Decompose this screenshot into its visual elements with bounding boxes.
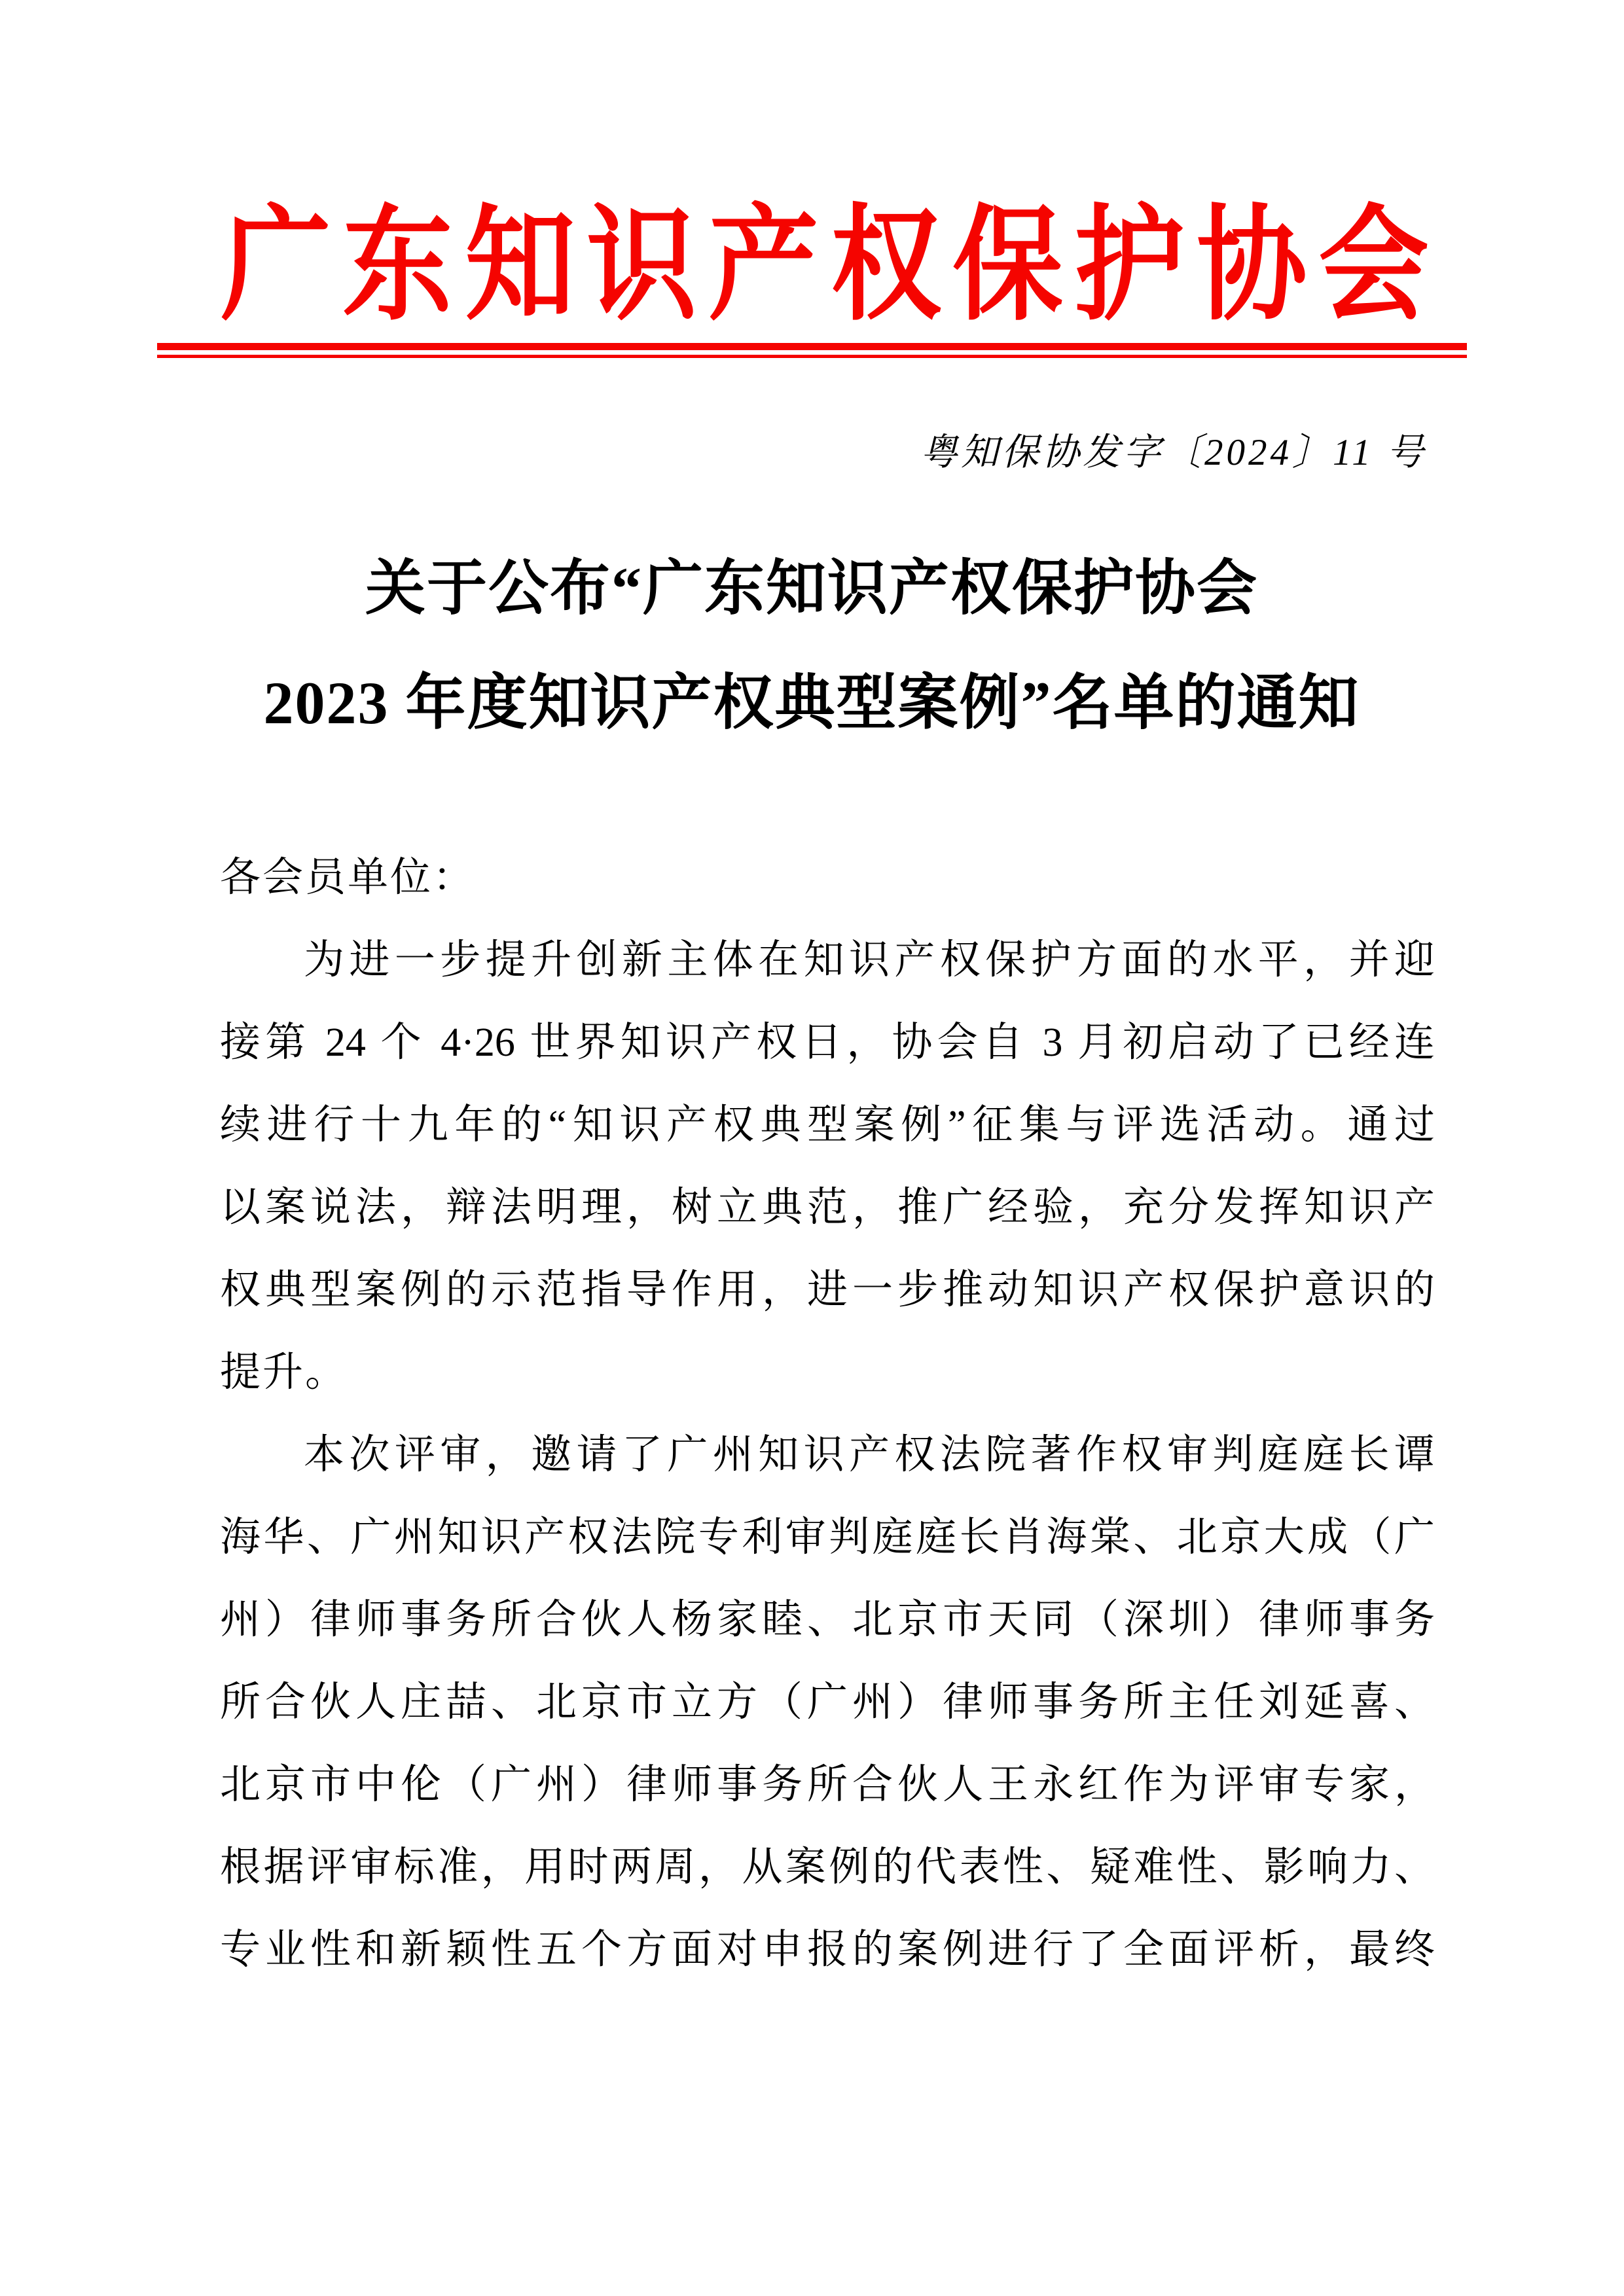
body-line: 续进行十九年的“知识产权典型案例”征集与评选活动。通过 xyxy=(220,1103,1435,1147)
body-line: 本次评审，邀请了广州知识产权法院著作权审判庭庭长谭 xyxy=(304,1433,1435,1477)
body-line: 北京市中伦（广州）律师事务所合伙人王永红作为评审专家， xyxy=(220,1763,1435,1807)
masthead-character: 识 xyxy=(586,197,697,336)
body-line: 专业性和新颖性五个方面对申报的案例进行了全面评析，最终 xyxy=(220,1928,1435,1972)
body-line: 提升。 xyxy=(220,1350,348,1395)
body-line: 海华、广州知识产权法院专利审判庭庭长肖海棠、北京大成（广 xyxy=(220,1515,1435,1560)
body-line: 以案说法，辩法明理，树立典范，推广经验，充分发挥知识产 xyxy=(220,1185,1435,1230)
body-line: 为进一步提升创新主体在知识产权保护方面的水平，并迎 xyxy=(304,938,1435,982)
body-line: 接第 24 个 4·26 世界知识产权日，协会自 3 月初启动了已经连 xyxy=(220,1020,1435,1065)
masthead-rule-thick xyxy=(157,343,1467,350)
salutation-line: 各会员单位： xyxy=(220,855,476,900)
masthead-character: 知 xyxy=(464,197,575,336)
masthead-character: 护 xyxy=(1074,197,1185,336)
masthead-character: 协 xyxy=(1196,197,1307,336)
notice-title xyxy=(157,531,1466,761)
body-line: 州）律师事务所合伙人杨家睦、北京市天同（深圳）律师事务 xyxy=(220,1598,1435,1642)
doc-number: 粤知保协发字〔2024〕11 号 xyxy=(920,432,1427,473)
body-line: 根据评审标准，用时两周，从案例的代表性、疑难性、影响力、 xyxy=(220,1845,1435,1890)
masthead-character: 会 xyxy=(1318,197,1429,336)
masthead-character: 产 xyxy=(708,197,820,336)
masthead-character: 权 xyxy=(830,197,941,336)
body-text xyxy=(220,836,1435,1991)
masthead-rule-thin xyxy=(157,355,1467,358)
masthead-character: 保 xyxy=(952,197,1063,336)
body-line: 权典型案例的示范指导作用，进一步推动知识产权保护意识的 xyxy=(220,1268,1435,1312)
masthead-character: 广 xyxy=(221,197,331,336)
notice-title-line-2: 2023 年度知识产权典型案例”名单的通知 xyxy=(263,670,1360,736)
masthead-character: 东 xyxy=(342,197,454,336)
notice-title-line-1: 关于公布“广东知识产权保护协会 xyxy=(365,555,1258,622)
org-masthead xyxy=(216,196,1434,336)
body-line: 所合伙人庄喆、北京市立方（广州）律师事务所主任刘延喜、 xyxy=(220,1680,1435,1725)
